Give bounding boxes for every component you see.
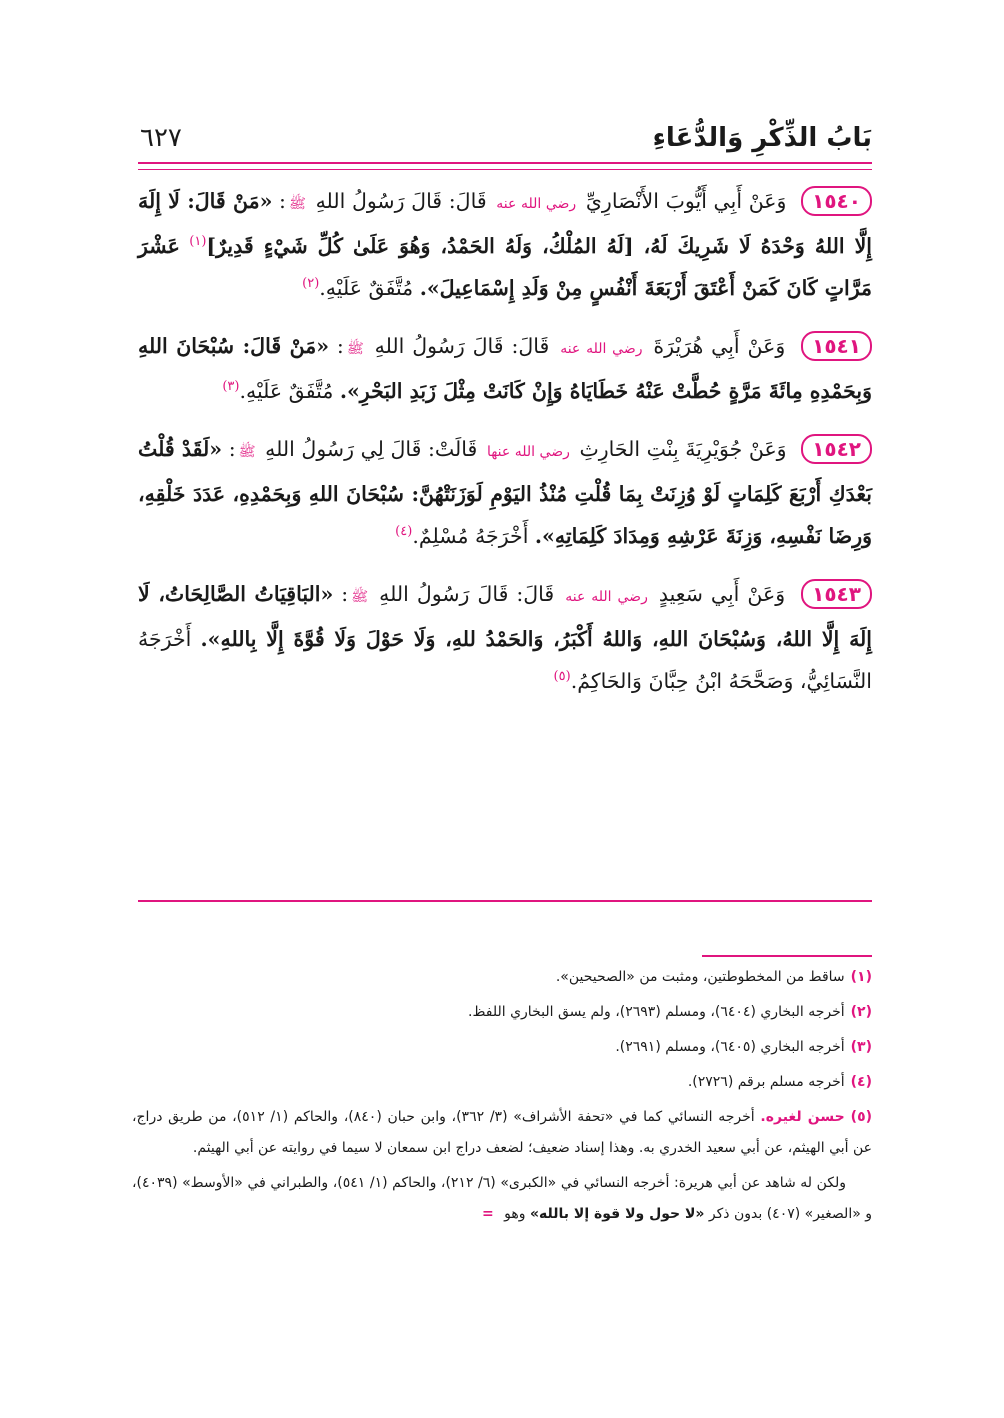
hadith-source: أَخْرَجَهُ مُسْلِمٌ. (412, 524, 529, 548)
hadith-intro: وَعَنْ أَبِي سَعِيدٍ (658, 582, 786, 606)
hadith-source: مُتَّفَقٌ عَلَيْهِ. (239, 379, 334, 403)
hadith-mid: قَالَ: قَالَ رَسُولُ اللهِ (379, 582, 555, 606)
footnote-text: أخرجه النسائي كما في «تحفة الأشراف» (٣/ ٣٦٢)، وابن حبان (٨٤٠)، والحاكم (١/ ٥١٢)، من طريق دراج، عن أبي الهيثم، عن أبي سعيد الخدري به. وهذا إسناد ضعيف؛ لضعف دراج ابن سمعان لا سيما في روايته عن أبي الهيثم. (132, 1109, 872, 1156)
footnote-number: (٣) (850, 1039, 872, 1055)
hadith-intro: وَعَنْ أَبِي هُرَيْرَةَ (653, 334, 786, 358)
footnote-text: أخرجه البخاري (٦٤٠٤)، ومسلم (٢٦٩٣)، ولم يسق البخاري اللفظ. (468, 1004, 845, 1020)
hadith-1540: ١٥٤٠ وَعَنْ أَبِي أَيُّوبَ الأَنْصَارِيِّ رضي الله عنه قَالَ: قَالَ رَسُولُ اللهِ ﷺ: «مَنْ قَالَ: لَا إِلَهَ إِلَّا اللهُ وَحْدَهُ لَا شَرِيكَ لَهُ، [لَهُ المُلْكُ، وَلَهُ الحَمْدُ، وَهُوَ عَلَىٰ كُلِّ شَيْءٍ قَدِيرٌ]$^{(١)}$ عَشْرَ مَرَّاتٍ كَانَ كَمَنْ أَعْتَقَ أَرْبَعَةَ أَنْفُسٍ مِنْ وَلَدِ إِسْمَاعِيلَ». مُتَّفَقٌ عَلَيْهِ.$^{(٢)}$ (138, 180, 872, 309)
page-number: ٦٢٧ (140, 123, 182, 153)
hadith-1542: ١٥٤٢ وَعَنْ جُوَيْرِيَةَ بِنْتِ الحَارِثِ رضي الله عنها قَالَتْ: قَالَ لِي رَسُولُ اللهِ ﷺ: «لَقَدْ قُلْتُ بَعْدَكِ أَرْبَعَ كَلِمَاتٍ لَوْ وُزِنَتْ بِمَا قُلْتِ مُنْذُ اليَوْمِ لَوَزَنَتْهُنَّ: سُبْحَانَ اللهِ وَبِحَمْدِهِ، عَدَدَ خَلْقِهِ، وَرِضَا نَفْسِهِ، وَزِنَةَ عَرْشِهِ وَمِدَادَ كَلِمَاتِهِ». أَخْرَجَهُ مُسْلِمٌ.$^{(٤)}$ (138, 428, 872, 557)
hadith-number-badge: ١٥٤١ (801, 331, 872, 361)
hadith-text: «مَنْ قَالَ: سُبْحَانَ اللهِ وَبِحَمْدِهِ مِائَةَ مَرَّةٍ حُطَّتْ عَنْهُ خَطَايَاهُ وَإِنْ كَانَتْ مِثْلَ زَبَدِ البَحْرِ». (138, 334, 872, 403)
footnote-item (132, 997, 872, 1028)
hadith-mid: قَالَ: قَالَ رَسُولُ اللهِ (374, 334, 550, 358)
hadith-intro: وَعَنْ جُوَيْرِيَةَ بِنْتِ الحَارِثِ (579, 437, 787, 461)
footnote-number: (٤) (850, 1074, 872, 1090)
footnote-ref[interactable]: (٢) (302, 276, 320, 292)
companion-honorific-icon: رضي الله عنه (496, 196, 577, 212)
footnote-text: ولكن له شاهد عن أبي هريرة: أخرجه النسائي في «الكبرى» (٦/ ٢١٢)، والحاكم (١/ ٥٤١)، والطبراني في «الأوسط» (٤٠٣٩)، و «الصغير» (٤٠٧) بدون ذكر (132, 1175, 872, 1222)
hadith-1541: ١٥٤١ وَعَنْ أَبِي هُرَيْرَةَ رضي الله عنه قَالَ: قَالَ رَسُولُ اللهِ ﷺ: «مَنْ قَالَ: سُبْحَانَ اللهِ وَبِحَمْدِهِ مِائَةَ مَرَّةٍ حُطَّتْ عَنْهُ خَطَايَاهُ وَإِنْ كَانَتْ مِثْلَ زَبَدِ البَحْرِ». مُتَّفَقٌ عَلَيْهِ.$^{(٣)}$ (138, 325, 872, 412)
header-rule-thin (138, 169, 872, 170)
companion-honorific-icon: رضي الله عنه (560, 341, 643, 357)
footnote-number: (٥) (850, 1109, 873, 1125)
footnote-item (132, 1067, 872, 1098)
hadith-mid: قَالَ: قَالَ رَسُولُ اللهِ (315, 189, 487, 213)
footnote-continuation (132, 1168, 872, 1230)
footnote-number: (٢) (850, 1004, 872, 1020)
footnote-item (132, 962, 872, 993)
footnote-text: ساقط من المخطوطتين، ومثبت من «الصحيحين». (555, 969, 845, 985)
hadith-number-badge: ١٥٤٠ (801, 186, 872, 216)
footnote-text: أخرجه البخاري (٦٤٠٥)، ومسلم (٢٦٩١). (615, 1039, 845, 1055)
prophet-honorific-icon: ﷺ (288, 196, 306, 212)
section-end-rule (138, 900, 872, 902)
footnote-text: أخرجه مسلم برقم (٢٧٢٦). (687, 1074, 845, 1090)
hadith-grade: حسن لغيره. (760, 1109, 845, 1125)
hadith-text-tail: عَشْرَ مَرَّاتٍ كَانَ كَمَنْ أَعْتَقَ أَرْبَعَةَ أَنْفُسٍ مِنْ وَلَدِ إِسْمَاعِيلَ». (138, 234, 872, 300)
hadith-source: أَخْرَجَهُ النَّسَائِيُّ، وَصَحَّحَهُ ابْنُ حِبَّانَ وَالحَاكِمُ. (138, 627, 872, 693)
footnotes (132, 962, 872, 1234)
hadith-number-badge: ١٥٤٣ (801, 579, 872, 609)
footnote-item (132, 1032, 872, 1063)
hadith-text: «مَنْ قَالَ: لَا إِلَهَ إِلَّا اللهُ وَحْدَهُ لَا شَرِيكَ لَهُ، [لَهُ المُلْكُ، وَلَهُ الحَمْدُ، وَهُوَ عَلَىٰ كُلِّ شَيْءٍ قَدِيرٌ] (138, 189, 872, 258)
footnote-ref[interactable]: (١) (189, 234, 207, 250)
page-header (140, 118, 872, 158)
footnote-bold-phrase: «لا حول ولا قوة إلا بالله» (530, 1206, 705, 1222)
footnote-separator (702, 955, 872, 957)
hadith-number-badge: ١٥٤٢ (801, 434, 872, 464)
header-rule-thick (138, 162, 872, 164)
prophet-honorific-icon: ﷺ (346, 341, 364, 357)
main-text (138, 180, 872, 718)
footnote-ref[interactable]: (٣) (222, 379, 240, 395)
hadith-text: «لَقَدْ قُلْتُ بَعْدَكِ أَرْبَعَ كَلِمَاتٍ لَوْ وُزِنَتْ بِمَا قُلْتِ مُنْذُ اليَوْمِ لَوَزَنَتْهُنَّ: سُبْحَانَ اللهِ وَبِحَمْدِهِ، عَدَدَ خَلْقِهِ، وَرِضَا نَفْسِهِ، وَزِنَةَ عَرْشِهِ وَمِدَادَ كَلِمَاتِهِ». (138, 437, 872, 548)
footnote-ref[interactable]: (٤) (395, 524, 413, 540)
chapter-title: بَابُ الذِّكْرِ وَالدُّعَاءِ (652, 123, 872, 153)
prophet-honorific-icon: ﷺ (238, 444, 256, 460)
companion-honorific-icon: رضي الله عنها (486, 444, 570, 460)
footnote-text: وهو (504, 1206, 526, 1222)
companion-honorific-icon: رضي الله عنه (565, 589, 648, 605)
footnote-number: (١) (850, 969, 872, 985)
hadith-intro: وَعَنْ أَبِي أَيُّوبَ الأَنْصَارِيِّ (585, 189, 787, 213)
footnote-ref[interactable]: (٥) (553, 669, 571, 685)
hadith-1543: ١٥٤٣ وَعَنْ أَبِي سَعِيدٍ رضي الله عنه قَالَ: قَالَ رَسُولُ اللهِ ﷺ: «البَاقِيَاتُ الصَّالِحَاتُ، لَا إِلَهَ إِلَّا اللهُ، وَسُبْحَانَ اللهِ، وَاللهُ أَكْبَرُ، وَالحَمْدُ للهِ، وَلَا حَوْلَ وَلَا قُوَّةَ إِلَّا بِاللهِ». أَخْرَجَهُ النَّسَائِيُّ، وَصَحَّحَهُ ابْنُ حِبَّانَ وَالحَاكِمُ.$^{(٥)}$ (138, 573, 872, 702)
hadith-text: «البَاقِيَاتُ الصَّالِحَاتُ، لَا إِلَهَ إِلَّا اللهُ، وَسُبْحَانَ اللهِ، وَاللهُ أَكْبَرُ، وَالحَمْدُ للهِ، وَلَا حَوْلَ وَلَا قُوَّةَ إِلَّا بِاللهِ». (138, 582, 872, 651)
footnote-item (132, 1102, 872, 1164)
hadith-mid: قَالَتْ: قَالَ لِي رَسُولُ اللهِ (265, 437, 478, 461)
prophet-honorific-icon: ﷺ (351, 589, 369, 605)
hadith-source: مُتَّفَقٌ عَلَيْهِ. (319, 276, 414, 300)
continued-mark-icon: = (481, 1206, 494, 1222)
